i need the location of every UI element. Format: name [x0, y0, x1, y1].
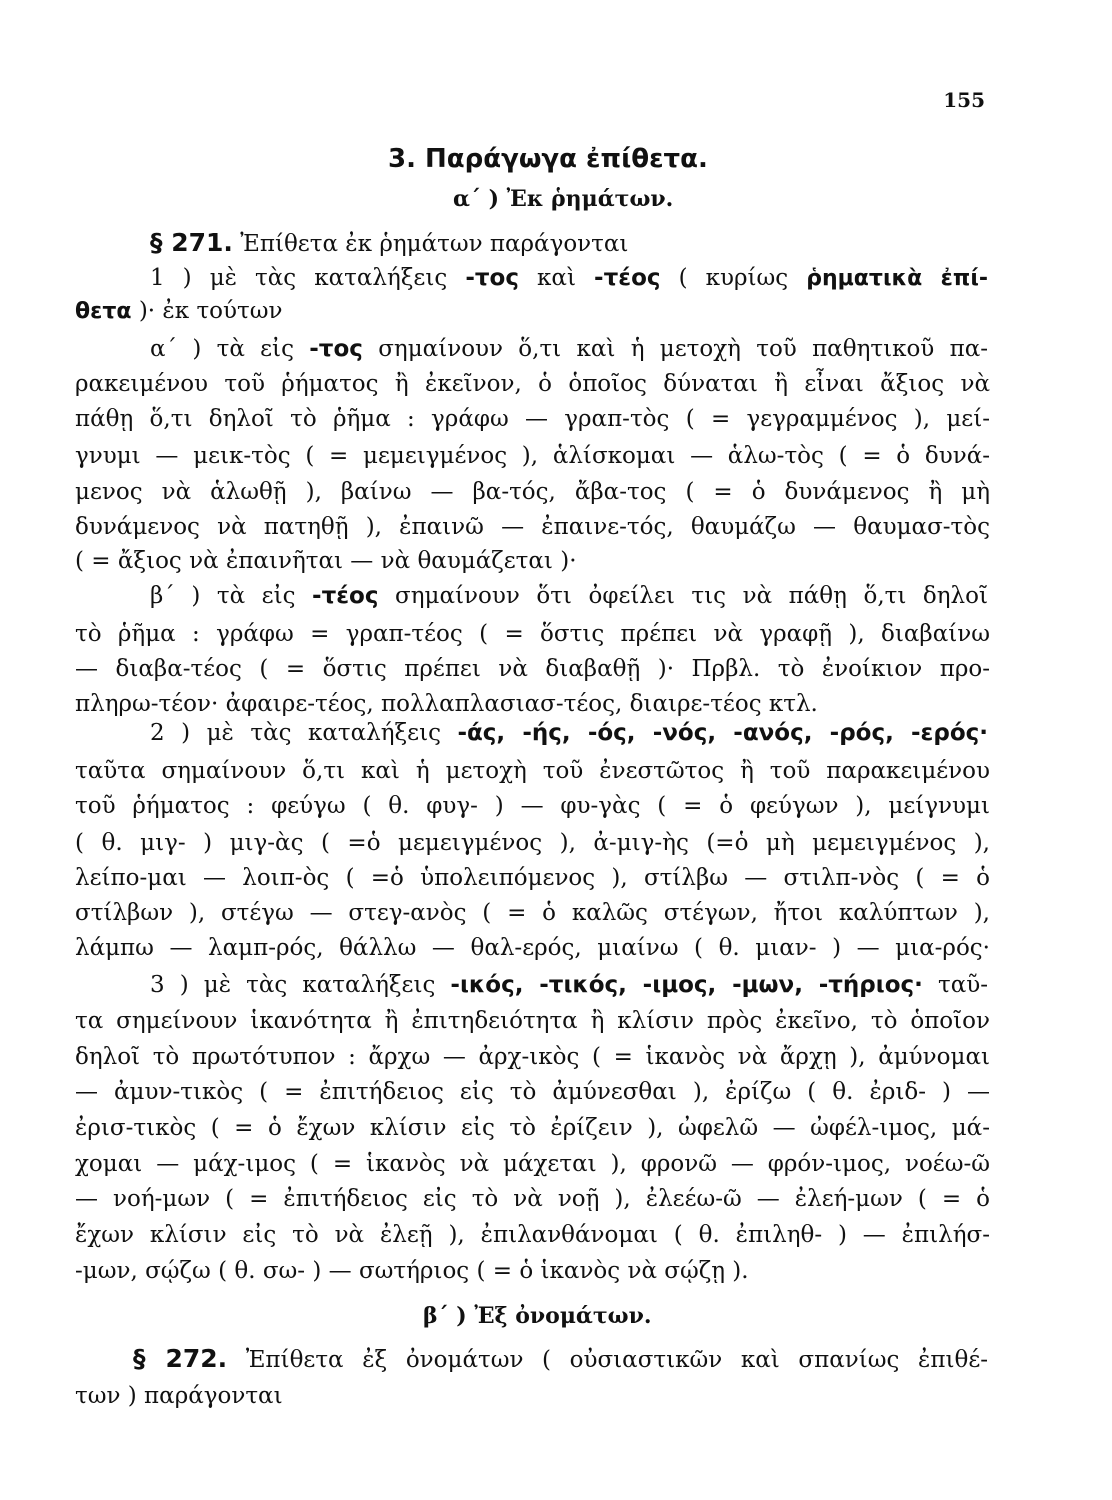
section-271-text: Ἐπίθετα ἐκ ῥημάτων παράγονται	[240, 231, 629, 257]
paragraph-271-heading	[150, 227, 988, 259]
text-line: α΄ ) τὰ εἰς -τος σημαίνουν ὅ,τι καὶ ἡ μετοχὴ τοῦ παθητικοῦ πα-	[150, 336, 989, 362]
paragraph-272-heading	[133, 1343, 988, 1375]
text-line: στίλβων ), στέγω — στεγ-ανὸς ( = ὁ καλῶς στέγων, ἤτοι καλύπτων ),	[75, 900, 990, 926]
text-line: 1 ) μὲ τὰς καταλήξεις -τος καὶ -τέος ( κυρίως ῥηματικὰ ἐπί-	[150, 265, 989, 291]
text-line: ρακειμένου τοῦ ῥήματος ἢ ἐκεῖνον, ὁ ὁποῖος δύναται ἢ εἶναι ἄξιος νὰ	[75, 371, 990, 397]
text-line: ταῦτα σημαίνουν ὅ,τι καὶ ἡ μετοχὴ τοῦ ἐνεστῶτος ἢ τοῦ παρακειμένου	[75, 758, 990, 784]
text-line: 2 ) μὲ τὰς καταλήξεις -άς, -ής, -ός, -νός, -ανός, -ρός, -ερός·	[150, 720, 988, 746]
section-heading: 3. Παράγωγα ἐπίθετα.	[388, 144, 708, 174]
text-line: γνυμι — μεικ-τὸς ( = μεμειγμένος ), ἁλίσκομαι — ἁλω-τὸς ( = ὁ δυνά-	[75, 443, 990, 469]
subheading-from-verbs: α΄ ) Ἐκ ῥημάτων.	[453, 186, 674, 212]
page-number: 155	[943, 88, 985, 112]
text-line: πάθῃ ὅ,τι δηλοῖ τὸ ῥῆμα : γράφω — γραπ-τὸς ( = γεγραμμένος ), μεί-	[75, 406, 990, 432]
text-line: 3 ) μὲ τὰς καταλήξεις -ικός, -τικός, -ιμος, -μων, -τήριος· ταῦ-	[150, 972, 988, 998]
text-line: των ) παράγονται	[75, 1383, 283, 1409]
text-line: δηλοῖ τὸ πρωτότυπον : ἄρχω — ἀρχ-ικὸς ( = ἱκανὸς νὰ ἄρχῃ ), ἀμύνομαι	[75, 1044, 990, 1070]
text-line: ( θ. μιγ- ) μιγ-ὰς ( =ὁ μεμειγμένος ), ἀ-μιγ-ὴς (=ὁ μὴ μεμειγμένος ),	[75, 830, 990, 856]
text-line: τὸ ῥῆμα : γράφω = γραπ-τέος ( = ὅστις πρέπει νὰ γραφῇ ), διαβαίνω	[75, 621, 990, 647]
text-line: πληρω-τέον· ἀφαιρε-τέος, πολλαπλασιασ-τέος, διαιρε-τέος κτλ.	[75, 691, 818, 717]
text-line: -μων, σῴζω ( θ. σω- ) — σωτήριος ( = ὁ ἱκανὸς νὰ σῴζῃ ).	[75, 1258, 749, 1284]
text-line: β΄ ) τὰ εἰς -τέος σημαίνουν ὅτι ὀφείλει τις νὰ πάθῃ ὅ,τι δηλοῖ	[150, 583, 988, 609]
section-number-272: § 272.	[133, 1344, 228, 1373]
text-line: μενος νὰ ἁλωθῇ ), βαίνω — βα-τός, ἄβα-τος ( = ὁ δυνάμενος ἢ μὴ	[75, 479, 990, 505]
text-line: — νοή-μων ( = ἐπιτήδειος εἰς τὸ νὰ νοῇ ), ἐλεέω-ῶ — ἐλεή-μων ( = ὁ	[75, 1186, 990, 1212]
text-line: — διαβα-τέος ( = ὅστις πρέπει νὰ διαβαθῇ )· Πρβλ. τὸ ἐνοίκιον προ-	[75, 656, 990, 682]
text-line: ἔχων κλίσιν εἰς τὸ νὰ ἐλεῇ ), ἐπιλανθάνομαι ( θ. ἐπιληθ- ) — ἐπιλήσ-	[75, 1222, 990, 1248]
text-line: χομαι — μάχ-ιμος ( = ἱκανὸς νὰ μάχεται ), φρονῶ — φρόν-ιμος, νοέω-ῶ	[75, 1151, 990, 1177]
subheading-from-nouns: β΄ ) Ἐξ ὀνομάτων.	[423, 1303, 652, 1329]
text-line: τοῦ ῥήματος : φεύγω ( θ. φυγ- ) — φυ-γὰς ( = ὁ φεύγων ), μείγνυμι	[75, 793, 990, 819]
text-line: ( = ἄξιος νὰ ἐπαινῆται — νὰ θαυμάζεται )·	[75, 548, 577, 574]
text-line: λείπο-μαι — λοιπ-ὸς ( =ὁ ὑπολειπόμενος ), στίλβω — στιλπ-νὸς ( = ὁ	[75, 865, 990, 891]
text-line: θετα )· ἐκ τούτων	[75, 298, 283, 324]
section-272-text: Ἐπίθετα ἐξ ὀνομάτων ( οὐσιαστικῶν καὶ σπανίως ἐπιθέ-	[245, 1347, 989, 1373]
text-line: λάμπω — λαμπ-ρός, θάλλω — θαλ-ερός, μιαίνω ( θ. μιαν- ) — μια-ρός·	[75, 935, 990, 961]
text-line: ἐρισ-τικὸς ( = ὁ ἔχων κλίσιν εἰς τὸ ἐρίζειν ), ὠφελῶ — ὠφέλ-ιμος, μά-	[75, 1115, 990, 1141]
text-line: δυνάμενος νὰ πατηθῇ ), ἐπαινῶ — ἐπαινε-τός, θαυμάζω — θαυμασ-τὸς	[75, 514, 990, 540]
section-number-271: § 271.	[150, 228, 233, 257]
text-line: τα σημείνουν ἱκανότητα ἢ ἐπιτηδειότητα ἢ κλίσιν πρὸς ἐκεῖνο, τὸ ὁποῖον	[75, 1008, 990, 1034]
text-line: — ἀμυν-τικὸς ( = ἐπιτήδειος εἰς τὸ ἀμύνεσθαι ), ἐρίζω ( θ. ἐριδ- ) —	[75, 1079, 990, 1105]
